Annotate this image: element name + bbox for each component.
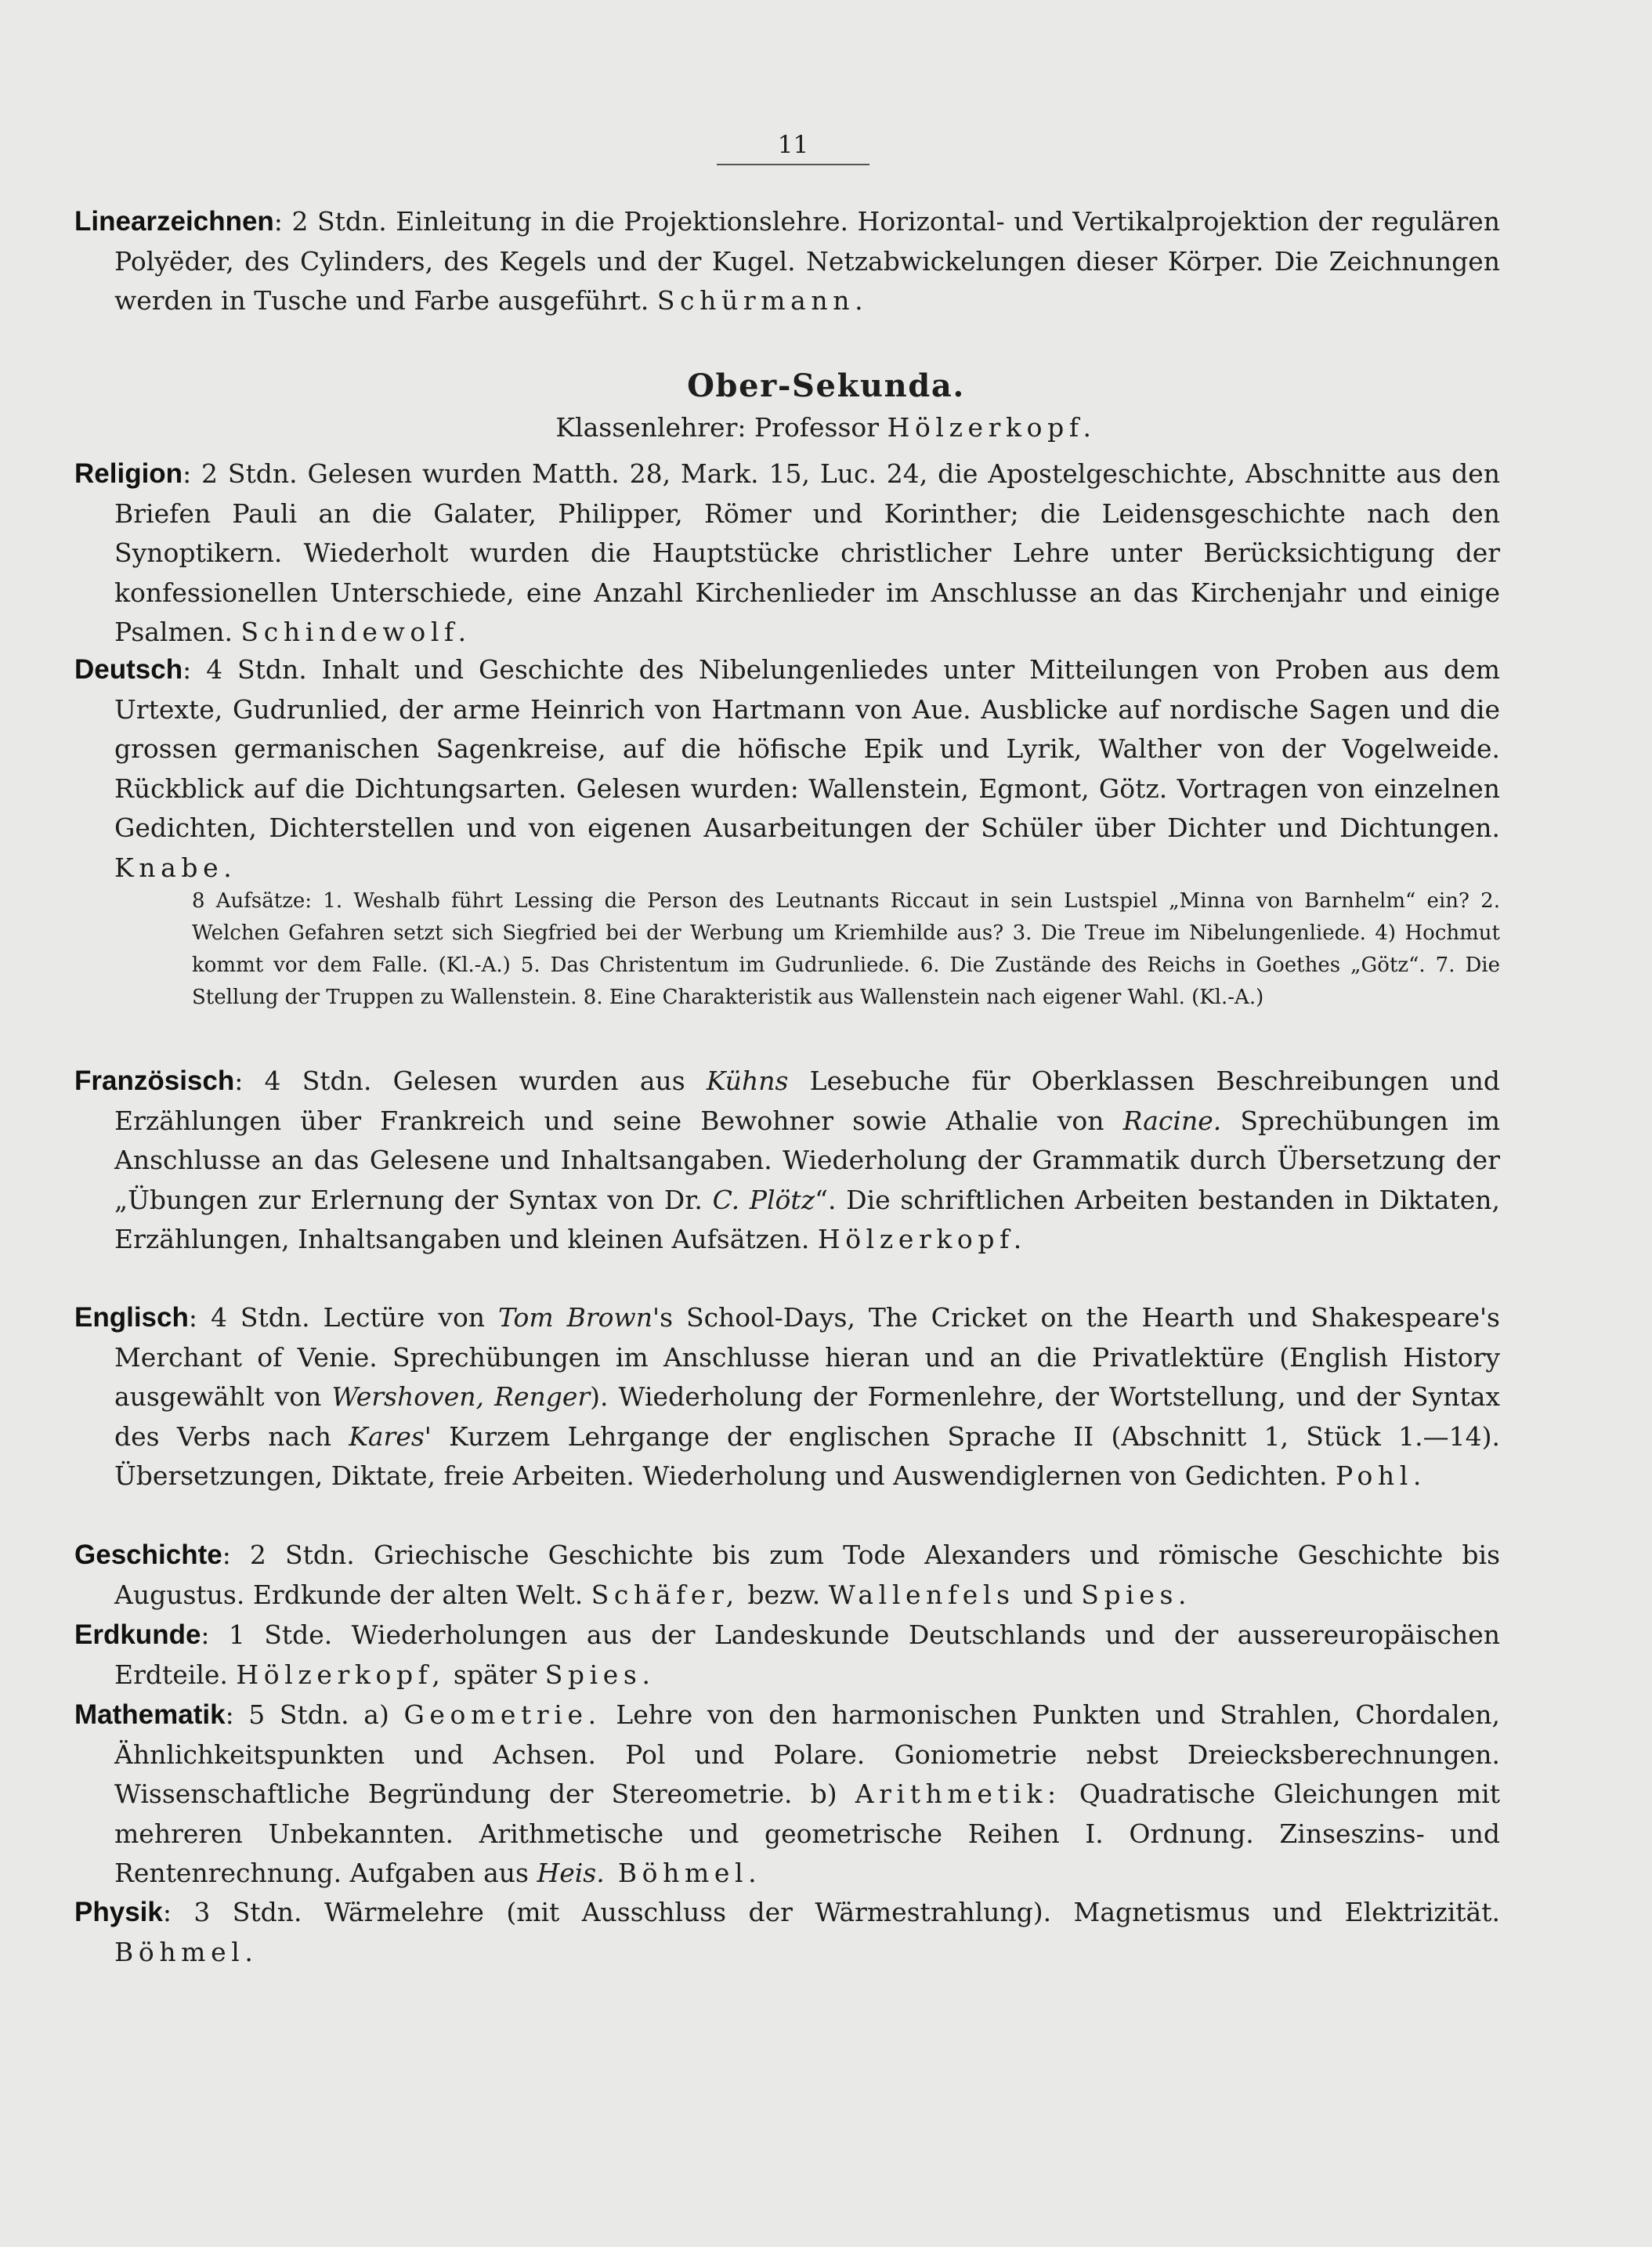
entry-text: bezw. — [739, 1579, 829, 1610]
subject-physik: Physik — [74, 1897, 163, 1927]
teacher-name: Schindewolf. — [240, 617, 472, 647]
entry-mathematik — [74, 1695, 1500, 1894]
entry-text: : 2 Stdn. Gelesen wurden Matth. 28, Mark. 15, Luc. 24, die Apostelgeschichte, Abschnitte aus den Briefen Pauli an die Galater, Philipper, Römer und Korinther; die Leidensgeschichte nach den Synoptikern. Wiederholt wurden die Hauptstücke christlicher Lehre unter Berücksichtigung der konfessionellen Unterschiede, eine Anzahl Kirchenlieder im Anschlusse an das Kirchenjahr und einige Psalmen. — [114, 458, 1500, 647]
author-name: Kares — [349, 1420, 425, 1452]
entry-deutsch — [74, 650, 1500, 888]
teacher-name: Schäfer, — [591, 1579, 739, 1610]
class-teacher-name: Hölzerkopf. — [887, 412, 1097, 443]
entry-text: Lesebuche für Oberklassen Beschreibungen und Erzählungen über Frankreich und seine Bewohner sowie Athalie von — [114, 1066, 1500, 1136]
teacher-name: Knabe. — [114, 852, 237, 883]
author-name: Kühns — [706, 1066, 789, 1096]
teacher-name: Böhmel. — [604, 1858, 762, 1888]
entry-text: ). Wiederholung der Formenlehre, der Wortstellung, und der Syntax des Verbs nach — [114, 1381, 1500, 1452]
teacher-name: Böhmel. — [114, 1936, 258, 1967]
author-name: Racine. — [1122, 1105, 1222, 1136]
entry-text: Quadratische Gleichungen mit mehreren Unbekannten. Arithmetische und geometrische Reihen I. Ordnung. Zinseszins- und Rentenrechnung. Aufgaben aus — [114, 1778, 1500, 1888]
entry-text: : 2 Stdn. Einleitung in die Projektionslehre. Horizontal- und Vertikalprojektion der regulären Polyëder, des Cylinders, des Kegels und der Kugel. Netzabwickelungen dieser Körper. Die Zeichnungen werden in Tusche und Farbe ausgeführt. — [114, 206, 1500, 316]
entry-franzoesisch — [74, 1062, 1500, 1260]
subject-franzoesisch: Französisch — [74, 1066, 235, 1096]
subject-englisch: Englisch — [74, 1302, 189, 1333]
entry-physik — [74, 1893, 1500, 1972]
teacher-name: Spies. — [1081, 1579, 1192, 1610]
subject-deutsch: Deutsch — [74, 654, 183, 685]
entry-text: später — [445, 1659, 545, 1690]
teacher-name: Spies. — [544, 1659, 656, 1690]
entry-text: : 1 Stde. Wiederholungen aus der Landeskunde Deutschlands und der aussereuropäischen Erdteile. — [114, 1619, 1500, 1690]
topic-label: Arithmetik: — [855, 1778, 1061, 1809]
section-title: Ober-Sekunda. — [687, 367, 965, 404]
teacher-name: Hölzerkopf. — [817, 1224, 1027, 1254]
entry-religion — [74, 454, 1500, 653]
entry-text: : 4 Stdn. Inhalt und Geschichte des Nibelungenliedes unter Mitteilungen von Proben aus dem Urtexte, Gudrunlied, der arme Heinrich von Hartmann von Aue. Ausblicke auf nordische Sagen und die grossen germanischen Sagenkreise, auf die höfische Epik und Lyrik, Walther von der Vogelweide. Rückblick auf die Dichtungsarten. Gelesen wurden: Wallenstein, Egmont, Götz. Vortragen von einzelnen Gedichten, Dichterstellen und von eigenen Ausarbeitungen der Schüler über Dichter und Dichtungen. — [114, 654, 1500, 843]
author-name: Heis. — [537, 1858, 605, 1888]
teacher-name: Schürmann. — [656, 285, 869, 316]
entry-text: 's School-Days, The Cricket on the Hearth und Shakespeare's Merchant of Venie. Sprechübungen im Anschlusse hieran und an die Privatlektüre (English History ausgewählt von — [114, 1302, 1500, 1412]
entry-text: Sprechübungen im Anschlusse an das Gelesene und Inhaltsangaben. Wiederholung der Grammatik durch Übersetzung der „Übungen zur Erlernung der Syntax von Dr. — [114, 1105, 1500, 1215]
entry-text: : 5 Stdn. a) — [225, 1699, 404, 1730]
subject-religion: Religion — [74, 458, 183, 489]
entry-text: : 4 Stdn. Lectüre von — [188, 1302, 499, 1333]
page-number: 11 — [717, 129, 869, 165]
entry-text: Lehre von den harmonischen Punkten und Strahlen, Chordalen, Ähnlichkeitspunkten und Achsen. Pol und Polare. Goniometrie nebst Dreiecksberechnungen. Wissenschaftliche Begründung der Stereometrie. b) — [114, 1699, 1501, 1809]
entry-erdkunde — [74, 1616, 1500, 1695]
class-teacher-label: Klassenlehrer: Professor — [555, 412, 887, 443]
entry-text: : 2 Stdn. Griechische Geschichte bis zum Tode Alexanders und römische Geschichte bis Augustus. Erdkunde der alten Welt. — [114, 1540, 1500, 1610]
entry-text: : 3 Stdn. Wärmelehre (mit Ausschluss der Wärmestrahlung). Magnetismus und Elektrizität. — [162, 1897, 1500, 1927]
essay-topics: 8 Aufsätze: 1. Weshalb führt Lessing die Person des Leutnants Riccaut in sein Lustspiel „Minna von Barnhelm“ ein? 2. Welchen Gefahren setzt sich Siegfried bei der Werbung um Kriemhilde aus? 3. Die Treue im Nibelungenliede. 4) Hochmut kommt vor dem Falle. (Kl.-A.) 5. Das Christentum im Gudrunliede. 6. Die Zustände des Reichs in Goethes „Götz“. 7. Die Stellung der Truppen zu Wallenstein. 8. Eine Charakteristik aus Wallenstein nach eigener Wahl. (Kl.-A.) — [192, 889, 1500, 1009]
teacher-name: Pohl. — [1335, 1460, 1427, 1491]
entry-text: und — [1014, 1579, 1082, 1610]
entry-text: : 4 Stdn. Gelesen wurden aus — [234, 1066, 707, 1096]
entry-englisch — [74, 1298, 1500, 1496]
topic-label: Geometrie. — [403, 1699, 602, 1730]
entry-text: ' Kurzem Lehrgange der englischen Sprache II (Abschnitt 1, Stück 1.—14). Übersetzungen, Diktate, freie Arbeiten. Wiederholung und Auswendiglernen von Gedichten. — [114, 1420, 1501, 1491]
teacher-name: Wallenfels — [828, 1579, 1015, 1610]
entry-text: “. Die schriftlichen Arbeiten bestanden in Diktaten, Erzählungen, Inhaltsangaben und kleinen Aufsätzen. — [114, 1184, 1500, 1254]
author-name: Wershoven, Renger — [331, 1381, 591, 1412]
subject-mathematik: Mathematik — [74, 1699, 226, 1730]
entry-linearzeichnen — [74, 202, 1500, 321]
subject-erdkunde: Erdkunde — [74, 1619, 201, 1650]
author-name: C. Plötz — [712, 1184, 815, 1215]
subject-geschichte: Geschichte — [74, 1540, 222, 1570]
author-name: Tom Brown — [498, 1302, 652, 1333]
entry-geschichte — [74, 1536, 1500, 1615]
subject-linearzeichnen: Linearzeichnen — [74, 206, 274, 237]
class-teacher-line — [0, 411, 1652, 445]
teacher-name: Hölzerkopf, — [236, 1659, 446, 1690]
